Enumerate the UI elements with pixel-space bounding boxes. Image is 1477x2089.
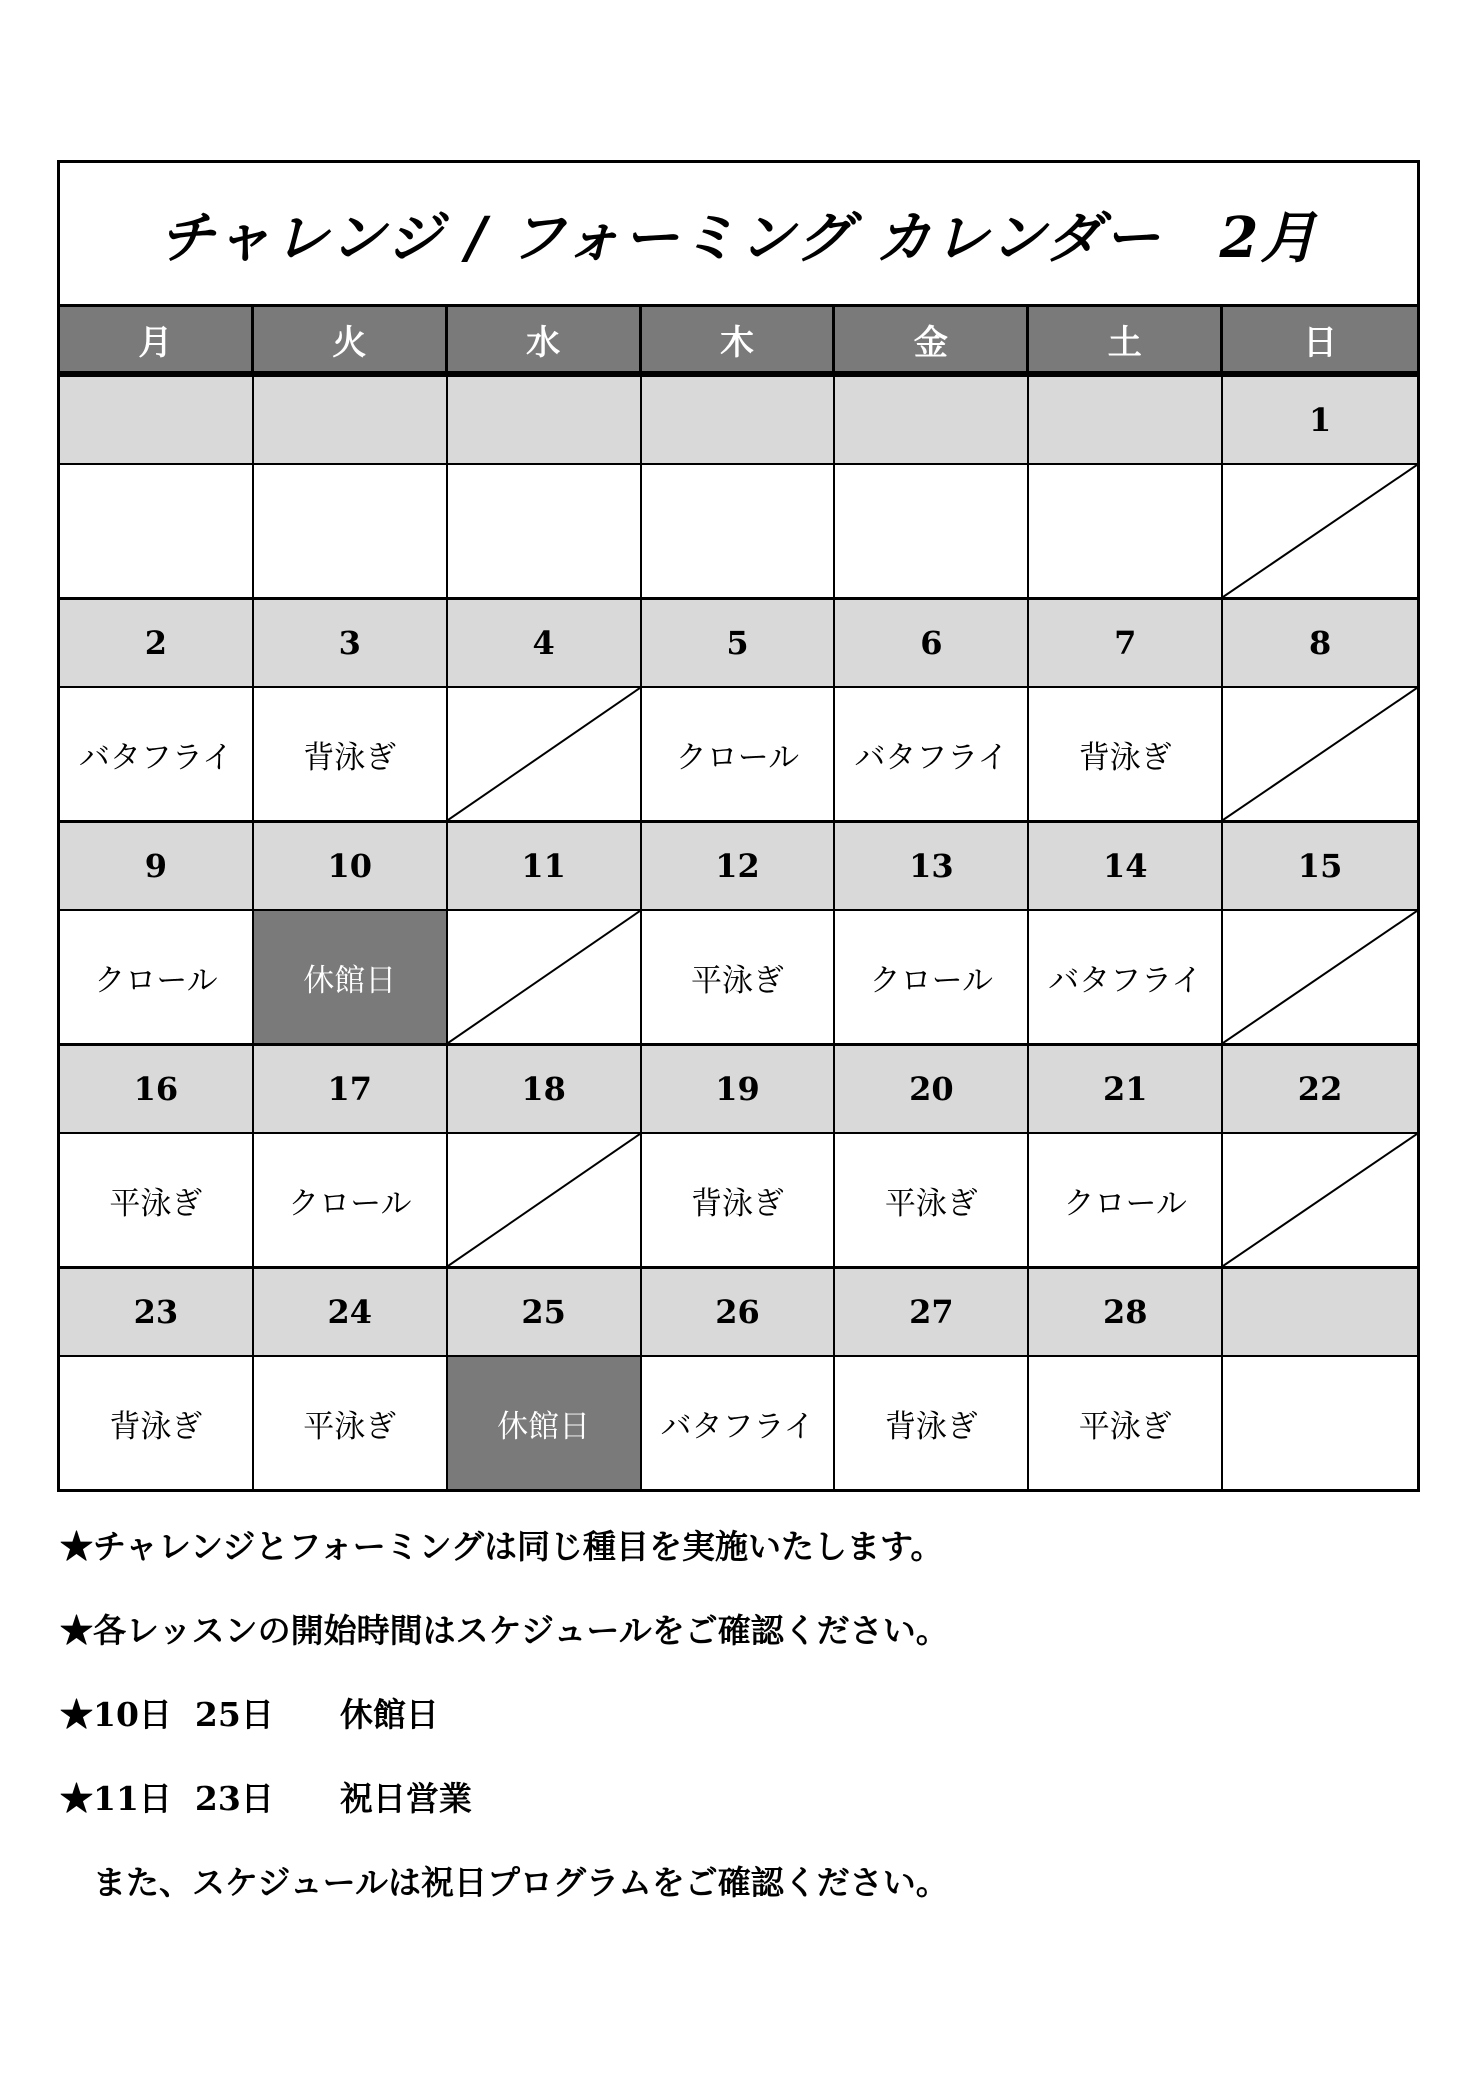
class-name: 背泳ぎ [1078,739,1172,776]
date-number: 10 [254,823,448,911]
note-line: ★チャレンジとフォーミングは同じ種目を実施いたします。 [60,1527,944,1566]
calendar-header [60,163,1417,307]
weekday-mon: 月 [60,307,254,374]
class-name: クロール [94,962,218,999]
no-class-cell [448,688,642,820]
calendar [57,160,1420,1492]
date-number: 2 [60,600,254,688]
class-cell [642,688,836,820]
class-name: バタフライ [660,1408,815,1445]
event-row [60,1357,1417,1489]
week-4 [60,1043,1417,1266]
calendar-title: チャレンジ / フォーミング カレンダー 2月 [158,204,1319,271]
date-row [60,823,1417,911]
class-cell [60,911,254,1043]
date-number [1029,377,1223,465]
date-number: 15 [1223,823,1417,911]
date-number: 6 [835,600,1029,688]
class-name: クロール [1063,1185,1187,1222]
class-cell [1029,1134,1223,1266]
empty-cell [835,465,1029,597]
weekday-thu: 木 [642,307,836,374]
weekday-wed: 水 [448,307,642,374]
class-name: 背泳ぎ [690,1185,784,1222]
date-number: 16 [60,1046,254,1134]
closed-day-cell [448,1357,642,1489]
event-row [60,911,1417,1043]
class-cell [60,1357,254,1489]
class-name: クロール [675,739,800,776]
empty-cell [1223,1357,1417,1489]
class-cell [835,688,1029,820]
date-number: 11 [448,823,642,911]
date-number: 27 [835,1269,1029,1357]
class-cell [642,911,836,1043]
class-cell [642,1134,836,1266]
date-number: 9 [60,823,254,911]
date-number: 22 [1223,1046,1417,1134]
class-name: クロール [869,962,994,999]
week-1 [60,374,1417,597]
note-line: また、スケジュールは祝日プログラムをご確認ください。 [60,1863,949,1902]
date-row [60,600,1417,688]
date-number: 13 [835,823,1029,911]
class-name: クロール [288,1185,412,1222]
notes [60,1505,1420,1925]
empty-cell [1029,465,1223,597]
class-name: 平泳ぎ [884,1185,978,1222]
date-number: 17 [254,1046,448,1134]
date-number: 7 [1029,600,1223,688]
date-number: 20 [835,1046,1029,1134]
no-class-cell [448,1134,642,1266]
no-class-cell [1223,688,1417,820]
class-cell [1029,688,1223,820]
class-name: 背泳ぎ [303,739,397,776]
no-class-cell [448,911,642,1043]
closed-label: 休館日 [497,1408,591,1445]
empty-cell [448,465,642,597]
date-number [1223,1269,1417,1357]
weekday-tue: 火 [254,307,448,374]
date-number [60,377,254,465]
class-cell [254,688,448,820]
weeks-container [60,374,1417,1489]
no-class-cell [1223,911,1417,1043]
date-number: 24 [254,1269,448,1357]
date-number: 18 [448,1046,642,1134]
date-number [448,377,642,465]
class-cell [835,911,1029,1043]
week-2 [60,597,1417,820]
week-3 [60,820,1417,1043]
diagonal-slash-icon [448,688,640,820]
date-number [254,377,448,465]
class-name: 背泳ぎ [109,1408,203,1445]
note-line: ★10日 25日 休館日 [60,1695,439,1734]
weekday-sat: 土 [1029,307,1223,374]
date-number: 21 [1029,1046,1223,1134]
diagonal-slash-icon [1223,1134,1417,1266]
class-cell [1029,1357,1223,1489]
no-class-cell [1223,465,1417,597]
date-number: 25 [448,1269,642,1357]
date-number [642,377,836,465]
date-number: 8 [1223,600,1417,688]
class-name: 平泳ぎ [303,1408,397,1445]
closed-day-cell [254,911,448,1043]
class-name: 平泳ぎ [109,1185,203,1222]
diagonal-slash-icon [448,911,640,1043]
date-number: 26 [642,1269,836,1357]
empty-cell [254,465,448,597]
date-number: 14 [1029,823,1223,911]
class-cell [1029,911,1223,1043]
class-name: バタフライ [1048,962,1203,999]
weekday-header-row [60,307,1417,374]
date-number: 12 [642,823,836,911]
date-row [60,1269,1417,1357]
closed-label: 休館日 [303,962,397,999]
class-name: 平泳ぎ [1078,1408,1172,1445]
no-class-cell [1223,1134,1417,1266]
weekday-sun: 日 [1223,307,1417,374]
class-cell [60,1134,254,1266]
date-number: 4 [448,600,642,688]
class-cell [254,1134,448,1266]
date-row [60,377,1417,465]
class-name: 平泳ぎ [690,962,784,999]
diagonal-slash-icon [1223,465,1417,597]
event-row [60,465,1417,597]
class-cell [835,1134,1029,1266]
date-number [835,377,1029,465]
class-cell [835,1357,1029,1489]
date-number: 28 [1029,1269,1223,1357]
class-cell [60,688,254,820]
date-number: 19 [642,1046,836,1134]
date-number: 5 [642,600,836,688]
class-cell [254,1357,448,1489]
class-name: バタフライ [78,739,233,776]
week-5 [60,1266,1417,1489]
diagonal-slash-icon [1223,688,1417,820]
diagonal-slash-icon [1223,911,1417,1043]
event-row [60,688,1417,820]
empty-cell [60,465,254,597]
diagonal-slash-icon [448,1134,640,1266]
note-line: ★11日 23日 祝日営業 [60,1779,472,1818]
class-name: バタフライ [854,739,1009,776]
class-cell [642,1357,836,1489]
date-number: 3 [254,600,448,688]
empty-cell [642,465,836,597]
date-row [60,1046,1417,1134]
note-line: ★各レッスンの開始時間はスケジュールをご確認ください。 [60,1611,949,1650]
event-row [60,1134,1417,1266]
class-name: 背泳ぎ [884,1408,978,1445]
date-number: 23 [60,1269,254,1357]
weekday-fri: 金 [835,307,1029,374]
date-number: 1 [1223,377,1417,465]
